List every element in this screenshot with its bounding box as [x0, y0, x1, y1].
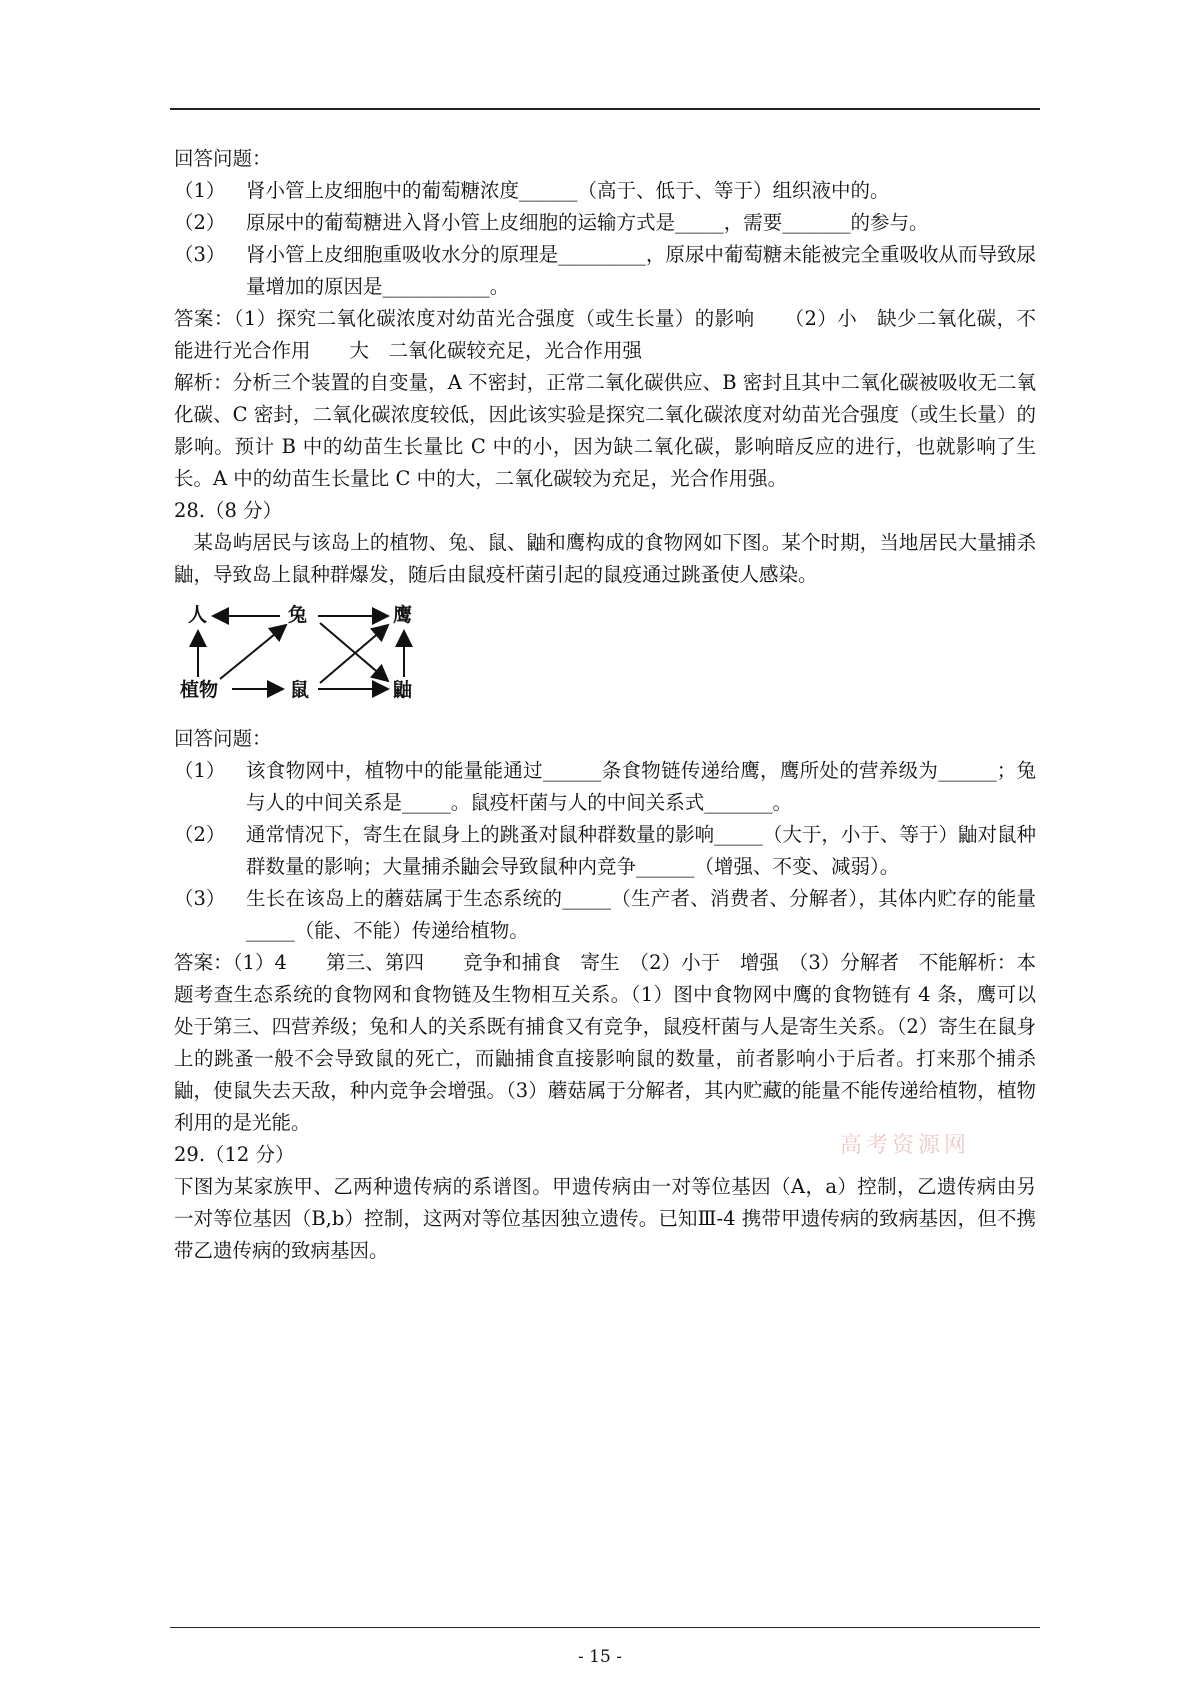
food-web-arrows: [180, 597, 480, 717]
item-text: 原尿中的葡萄糖进入肾小管上皮细胞的运输方式是_____，需要_______的参与。: [246, 211, 929, 234]
watermark-logo: 高考资源网: [840, 1133, 971, 1158]
q28-item-3: [174, 883, 1036, 947]
q29-header: 29.（12 分）: [174, 1143, 295, 1166]
q27-analysis: 解析：分析三个装置的自变量，A 不密封，正常二氧化碳供应、B 密封且其中二氧化碳被吸收无二氧化碳、C 密封，二氧化碳浓度较低，因此该实验是探究二氧化碳浓度对幼苗光合强度（或生长量）的影响。预计 B 中的幼苗生长量比 C 中的小，因为缺二氧化碳，影响暗反应的进行，也就影响了生长。A 中的幼苗生长量比 C 中的大，二氧化碳较为充足，光合作用强。: [174, 371, 1036, 490]
q28-prompt: 回答问题：: [174, 727, 272, 750]
page-number: - 15 -: [578, 1647, 622, 1667]
footer-rule: [170, 1627, 1040, 1628]
node-human: 人: [188, 604, 208, 626]
page-content: [174, 143, 1036, 1267]
item-number: （2）: [174, 823, 226, 846]
item-text: 该食物网中，植物中的能量能通过______条食物链传递给鹰，鹰所处的营养级为______；兔与人的中间关系是_____。鼠疫杆菌与人的中间关系式_______。: [246, 759, 1036, 814]
item-number: （3）: [174, 887, 226, 910]
item-number: （2）: [174, 211, 226, 234]
q28-item-2: [174, 819, 1036, 883]
q28-item-1: [174, 755, 1036, 819]
q27-prompt: 回答问题：: [174, 147, 272, 170]
item-text: 肾小管上皮细胞重吸收水分的原理是_________，原尿中葡萄糖未能被完全重吸收从而导致尿量增加的原因是___________。: [246, 243, 1036, 298]
item-text: 生长在该岛上的蘑菇属于生态系统的_____（生产者、消费者、分解者），其体内贮存的能量_____（能、不能）传递给植物。: [246, 887, 1036, 942]
arrow-rabbit-to-weasel: [320, 623, 388, 681]
node-weasel: 鼬: [393, 679, 413, 701]
q29-intro: 下图为某家族甲、乙两种遗传病的系谱图。甲遗传病由一对等位基因（A，a）控制，乙遗传病由另一对等位基因（B,b）控制，这两对等位基因独立遗传。已知Ⅲ-4 携带甲遗传病的致病基因，但不携带乙遗传病的致病基因。: [174, 1175, 1036, 1262]
food-web-diagram: [180, 597, 480, 717]
node-rabbit: 兔: [288, 604, 308, 626]
q27-item-3: [174, 239, 1036, 303]
node-hawk: 鹰: [393, 604, 413, 626]
q28-answer-analysis: 答案：（1）4 第三、第四 竞争和捕食 寄生 （2）小于 增强 （3）分解者 不能解析：本题考查生态系统的食物网和食物链及生物相互关系。（1）图中食物网中鹰的食物链有 4 条，鹰可以处于第三、四营养级；兔和人的关系既有捕食又有竞争，鼠疫杆菌与人是寄生关系。（2）寄生在鼠身上的跳蚤一般不会导致鼠的死亡，而鼬捕食直接影响鼠的数量，前者影响小于后者。打来那个捕杀鼬，使鼠失去天敌，种内竞争会增强。（3）蘑菇属于分解者，其内贮藏的能量不能传递给植物，植物利用的是光能。: [174, 951, 1036, 1134]
q27-answer: 答案：（1）探究二氧化碳浓度对幼苗光合强度（或生长量）的影响 （2）小 缺少二氧化碳，不能进行光合作用 大 二氧化碳较充足，光合作用强: [174, 307, 1036, 362]
node-plant: 植物: [180, 679, 219, 701]
item-text: 通常情况下，寄生在鼠身上的跳蚤对鼠种群数量的影响_____（大于，小于、等于）鼬对鼠种群数量的影响；大量捕杀鼬会导致鼠种内竞争______（增强、不变、减弱）。: [246, 823, 1036, 878]
q27-item-2: [174, 207, 1036, 239]
item-number: （1）: [174, 759, 226, 782]
q28-header: 28.（8 分）: [174, 499, 283, 522]
header-rule: [170, 108, 1040, 110]
item-number: （1）: [174, 179, 226, 202]
q27-item-1: [174, 175, 1036, 207]
q28-intro: 某岛屿居民与该岛上的植物、兔、鼠、鼬和鹰构成的食物网如下图。某个时期，当地居民大量捕杀鼬，导致岛上鼠种群爆发，随后由鼠疫杆菌引起的鼠疫通过跳蚤使人感染。: [174, 531, 1036, 586]
arrow-plant-to-rabbit: [220, 625, 286, 679]
node-mouse: 鼠: [290, 679, 310, 701]
item-number: （3）: [174, 243, 226, 266]
arrow-mouse-to-hawk: [320, 625, 388, 683]
item-text: 肾小管上皮细胞中的葡萄糖浓度______（高于、低于、等于）组织液中的。: [246, 179, 890, 202]
